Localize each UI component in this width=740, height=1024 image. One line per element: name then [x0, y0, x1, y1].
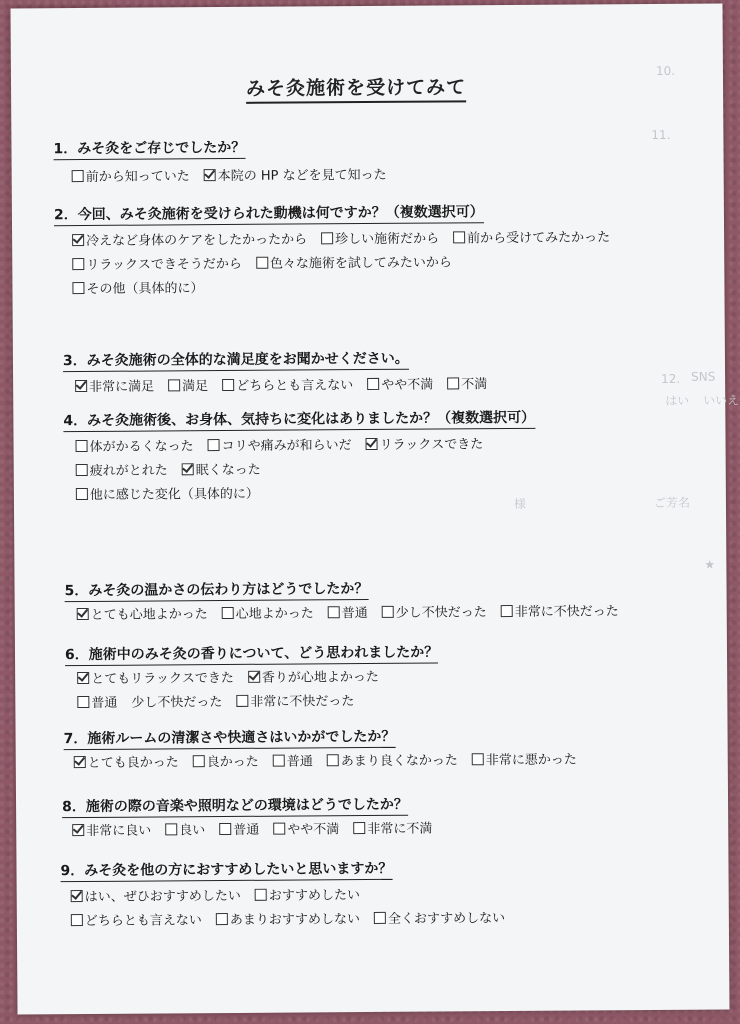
question-6-options-row2: [77, 690, 368, 711]
question-3-options: [75, 373, 501, 395]
option-q4-4[interactable]: 眠くなった: [182, 459, 261, 479]
checkbox-checked-icon[interactable]: [77, 608, 89, 620]
option-q7-3[interactable]: あまり良くなかった: [327, 749, 458, 769]
checkbox-checked-icon[interactable]: [72, 824, 84, 836]
question-2-label: 2．今回、みそ灸施術を受けられた動機は何ですか？（複数選択可）: [54, 201, 484, 226]
question-6-options-row1: [77, 666, 393, 687]
question-1-options: [72, 164, 401, 185]
checkbox-icon[interactable]: [71, 914, 83, 926]
checkbox-checked-icon[interactable]: [75, 380, 87, 392]
option-q7-0[interactable]: とても良かった: [74, 751, 179, 771]
option-q7-1[interactable]: 良かった: [193, 751, 259, 770]
checkbox-icon[interactable]: [453, 231, 465, 243]
checkbox-icon[interactable]: [255, 889, 267, 901]
checkbox-checked-icon[interactable]: [366, 438, 378, 450]
option-q2-0[interactable]: 冷えなど身体のケアをしたかったから: [72, 228, 307, 249]
option-q4-1[interactable]: コリや痛みが和らいだ: [207, 434, 351, 454]
bleed-text: 様: [513, 496, 527, 511]
option-q6-3[interactable]: 少し不快だった: [131, 695, 223, 711]
option-q2-5[interactable]: その他（具体的に）: [72, 277, 203, 297]
question-2-options-row2: [72, 251, 466, 273]
option-q6-1[interactable]: 香りが心地よかった: [248, 666, 379, 686]
option-q5-0[interactable]: とても心地よかった: [77, 603, 208, 623]
bleed-text: 10．: [655, 63, 684, 78]
option-q6-0[interactable]: とてもリラックスできた: [77, 667, 234, 687]
question-8-label: 8．施術の際の音楽や照明などの環境はどうでしたか？: [62, 794, 408, 818]
checkbox-icon[interactable]: [219, 823, 231, 835]
option-q4-2[interactable]: リラックスできた: [366, 433, 484, 453]
checkbox-icon[interactable]: [72, 258, 84, 270]
question-5-options: [77, 600, 633, 623]
option-q4-3[interactable]: 疲れがとれた: [76, 459, 168, 479]
option-q8-2[interactable]: 普通: [219, 819, 259, 838]
option-q8-4[interactable]: 非常に不満: [353, 818, 432, 838]
checkbox-icon[interactable]: [374, 912, 386, 924]
checkbox-icon[interactable]: [327, 754, 339, 766]
checkbox-icon[interactable]: [328, 606, 340, 618]
bleed-text: 12．: [661, 371, 689, 386]
checkbox-icon[interactable]: [501, 605, 513, 617]
checkbox-icon[interactable]: [76, 464, 88, 476]
checkbox-icon[interactable]: [236, 695, 248, 707]
question-4-label: 4．みそ灸施術後、お身体、気持ちに変化はありましたか？（複数選択可）: [63, 407, 535, 432]
checkbox-icon[interactable]: [382, 606, 394, 618]
question-9-options-row2: [71, 907, 519, 929]
checkbox-icon[interactable]: [77, 696, 89, 708]
option-q9-2[interactable]: どちらとも言えない: [71, 909, 202, 929]
option-q8-3[interactable]: やや不満: [273, 818, 339, 837]
option-q5-3[interactable]: 少し不快だった: [382, 601, 487, 621]
checkbox-icon[interactable]: [165, 823, 177, 835]
question-8-options: [72, 817, 446, 839]
checkbox-icon[interactable]: [353, 822, 365, 834]
bleed-text: 11．: [651, 127, 679, 143]
question-6-label: 6．施術中のみそ灸の香りについて、どう思われましたか？: [65, 642, 438, 667]
bleed-text: SNS: [691, 369, 716, 384]
question-4-options-row2: [76, 459, 275, 479]
checkbox-icon[interactable]: [222, 379, 234, 391]
question-2-options-row1: [72, 226, 624, 249]
option-q3-0[interactable]: 非常に満足: [75, 376, 154, 396]
checkbox-icon[interactable]: [222, 607, 234, 619]
question-1-label: 1．みそ灸をご存じでしたか？: [53, 137, 245, 160]
question-9-label: 9．みそ灸を他の方におすすめしたいと思いますか？: [60, 858, 392, 882]
option-q4-0[interactable]: 体がかるくなった: [75, 435, 193, 455]
checkbox-icon[interactable]: [273, 755, 285, 767]
checkbox-checked-icon[interactable]: [182, 463, 194, 475]
checkbox-icon[interactable]: [76, 440, 88, 452]
checkbox-icon[interactable]: [208, 439, 220, 451]
option-q5-4[interactable]: 非常に不快だった: [501, 600, 619, 620]
bleed-text: いいえ: [703, 393, 740, 408]
option-q1-1[interactable]: 本院の HP などを見て知った: [204, 164, 387, 184]
option-q3-4[interactable]: 不満: [447, 373, 487, 392]
option-q6-2[interactable]: 普通: [77, 692, 117, 711]
question-9-options-row1: [71, 884, 374, 905]
bleed-text: はい: [665, 393, 690, 408]
question-4-options-row3: [76, 483, 273, 503]
checkbox-icon[interactable]: [216, 913, 228, 925]
checkbox-icon[interactable]: [72, 170, 84, 182]
option-q3-2[interactable]: どちらとも言えない: [222, 374, 353, 394]
option-q2-3[interactable]: リラックスできそうだから: [72, 253, 242, 273]
bleed-text: ご芳名: [653, 495, 691, 511]
option-q9-3[interactable]: あまりおすすめしない: [216, 908, 360, 928]
option-q2-2[interactable]: 前から受けてみたかった: [453, 226, 610, 246]
option-q3-3[interactable]: やや不満: [367, 374, 433, 393]
checkbox-checked-icon[interactable]: [204, 169, 216, 181]
checkbox-icon[interactable]: [72, 282, 84, 294]
option-q3-1[interactable]: 満足: [168, 375, 208, 394]
option-q9-1[interactable]: おすすめしたい: [255, 884, 360, 904]
option-q5-2[interactable]: 普通: [328, 602, 368, 621]
question-4-options-row1: [75, 433, 497, 455]
bleed-text: ★: [704, 557, 716, 572]
question-5-label: 5．みそ灸の温かさの伝わり方はどうでしたか？: [64, 578, 368, 602]
option-q1-0[interactable]: 前から知っていた: [72, 165, 190, 185]
checkbox-icon[interactable]: [168, 379, 180, 391]
checkbox-checked-icon[interactable]: [248, 671, 260, 683]
checkbox-icon[interactable]: [256, 257, 268, 269]
question-3-label: 3．みそ灸施術の全体的な満足度をお聞かせください。: [63, 348, 409, 372]
option-q7-4[interactable]: 非常に悪かった: [472, 749, 577, 769]
checkbox-checked-icon[interactable]: [72, 234, 84, 246]
checkbox-icon[interactable]: [321, 232, 333, 244]
checkbox-checked-icon[interactable]: [74, 756, 86, 768]
question-7-options: [74, 748, 591, 771]
survey-sheet: [10, 4, 740, 1015]
option-q2-1[interactable]: 珍しい施術だから: [321, 228, 439, 248]
checkbox-icon[interactable]: [472, 753, 484, 765]
option-q7-2[interactable]: 普通: [273, 750, 313, 769]
survey-title: みそ灸施術を受けてみて: [246, 72, 466, 104]
checkbox-icon[interactable]: [367, 378, 379, 390]
checkbox-icon[interactable]: [273, 823, 285, 835]
checkbox-checked-icon[interactable]: [77, 672, 89, 684]
option-q8-0[interactable]: 非常に良い: [72, 820, 151, 840]
checkbox-icon[interactable]: [76, 488, 88, 500]
checkbox-icon[interactable]: [447, 377, 459, 389]
question-2-options-row3: [72, 277, 217, 297]
option-q2-4[interactable]: 色々な施術を試してみたいから: [256, 251, 452, 271]
checkbox-icon[interactable]: [193, 755, 205, 767]
option-q9-4[interactable]: 全くおすすめしない: [374, 907, 505, 927]
checkbox-checked-icon[interactable]: [71, 890, 83, 902]
option-q6-4[interactable]: 非常に不快だった: [236, 690, 354, 710]
option-q9-0[interactable]: はい、ぜひおすすめしたい: [71, 885, 241, 905]
option-q4-5[interactable]: 他に感じた変化（具体的に）: [76, 483, 259, 503]
question-7-label: 7．施術ルームの清潔さや快適さはいかがでしたか？: [64, 726, 396, 750]
option-q5-1[interactable]: 心地よかった: [222, 602, 314, 622]
option-q8-1[interactable]: 良い: [165, 819, 205, 838]
